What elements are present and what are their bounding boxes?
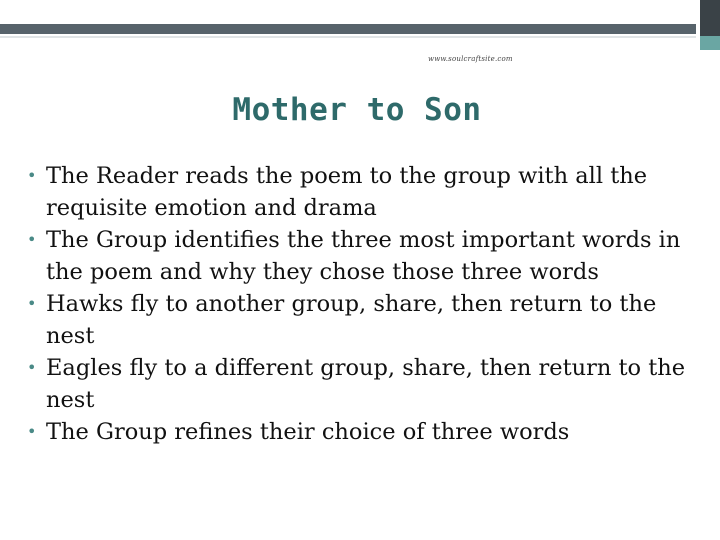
- bullet-item: [27, 288, 697, 352]
- watermark-url: www.soulcraftsite.com: [428, 55, 513, 63]
- bullet-text: The Group identifies the three most important words in the poem and why they chose those three words: [46, 227, 681, 285]
- corner-accent-dark: [700, 0, 720, 36]
- header-rule: [0, 36, 700, 38]
- bullet-text: The Group refines their choice of three words: [46, 419, 570, 445]
- bullet-item: [27, 160, 697, 224]
- bullet-text: Hawks fly to another group, share, then return to the nest: [46, 291, 657, 349]
- bullet-icon: •: [27, 294, 37, 313]
- bullet-icon: •: [27, 166, 37, 185]
- bullet-icon: •: [27, 422, 37, 441]
- top-band: [0, 0, 720, 24]
- corner-accent-teal: [700, 36, 720, 50]
- bullet-icon: •: [27, 358, 37, 377]
- corner-separator: [696, 0, 700, 50]
- slide-title: Mother to Son: [232, 92, 482, 128]
- bullet-text: Eagles fly to a different group, share, then return to the nest: [46, 355, 686, 413]
- bullet-icon: •: [27, 230, 37, 249]
- bullet-list: [27, 160, 697, 448]
- bullet-item: [27, 352, 697, 416]
- header-bar: [0, 24, 720, 34]
- bullet-item: [27, 416, 697, 448]
- bullet-item: [27, 224, 697, 288]
- bullet-text: The Reader reads the poem to the group with all the requisite emotion and drama: [46, 163, 648, 221]
